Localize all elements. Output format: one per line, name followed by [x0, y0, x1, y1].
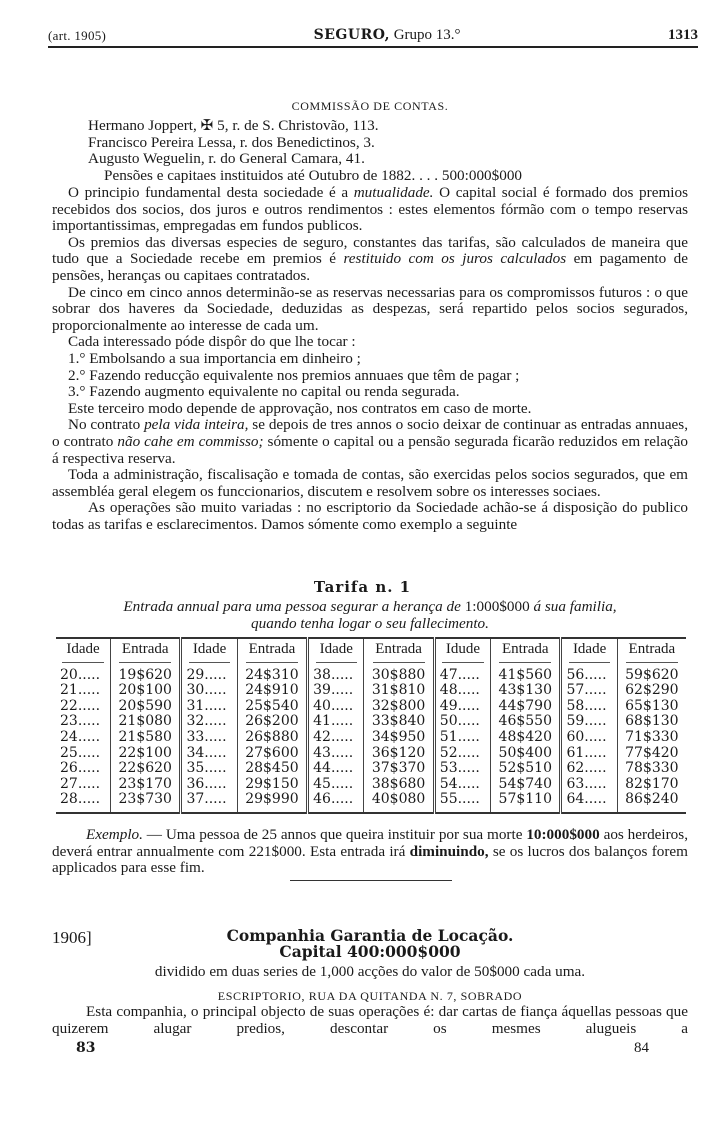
- text-span: Entrada annual para uma pessoa segurar a herança de: [123, 598, 465, 615]
- entry-cell: 32$800: [364, 699, 434, 715]
- column-header: Entrada: [617, 638, 686, 668]
- age-cell: 23.....: [60, 713, 101, 730]
- age-cell: 35.....: [181, 761, 237, 777]
- entry-cell: 21$080: [111, 714, 181, 730]
- paragraph-principle: [52, 185, 688, 235]
- age-cell: 61.....: [561, 746, 617, 762]
- age-cell: 30.....: [181, 683, 237, 699]
- age-cell: 58.....: [561, 699, 617, 715]
- entry-cell: 54$740: [491, 777, 561, 793]
- paragraph-options-intro: Cada interessado póde dispôr do que lhe tocar :: [68, 333, 356, 351]
- section-group: Grupo 13.°: [389, 27, 461, 43]
- table-row: [56, 714, 686, 730]
- age-cell: 29.....: [181, 668, 237, 684]
- italic-term: restituido com os juros calculados: [343, 250, 567, 268]
- age-cell: 57.....: [561, 683, 617, 699]
- text-span: se os lucros dos balanços forem applicados para esse fim.: [52, 842, 688, 877]
- tarifa-table-body: [56, 668, 686, 813]
- text-span: —: [142, 826, 166, 843]
- options-list: [52, 351, 688, 401]
- column-header: Entrada: [491, 638, 561, 668]
- table-row: [56, 699, 686, 715]
- age-cell: 43.....: [308, 746, 364, 762]
- member-line: Hermano Joppert, ✠ 5, r. de S. Christovão, 113.: [88, 117, 379, 134]
- text-span: aos herdeiros, deverá entrar annualmente com: [52, 826, 688, 860]
- age-cell: 39.....: [308, 683, 364, 699]
- company-office: ESCRIPTORIO, RUA DA QUITANDA N. 7, SOBRADO: [217, 989, 523, 1003]
- member-line: Augusto Weguelin, r. do General Camara, 41.: [88, 150, 365, 168]
- entry-cell: 59$620: [617, 668, 686, 684]
- age-cell: 25.....: [60, 744, 101, 761]
- example-label: Exemplo.: [86, 826, 143, 843]
- table-header-row: [56, 638, 686, 668]
- bold-word: diminuindo,: [409, 842, 489, 860]
- age-cell: 27.....: [60, 775, 101, 792]
- entry-cell: 27$600: [237, 746, 307, 762]
- text-span: O principio fundamental desta sociedade é a: [68, 184, 354, 201]
- age-cell: 50.....: [434, 714, 490, 730]
- company-name: Companhia Garantia de Locação.: [226, 926, 514, 945]
- age-cell: 33.....: [181, 730, 237, 746]
- column-header: Entrada: [364, 638, 434, 668]
- entry-cell: 21$580: [111, 730, 181, 746]
- column-header: Entrada: [237, 638, 307, 668]
- age-cell: 21.....: [60, 682, 101, 699]
- text-span: á sua familia,: [529, 598, 617, 615]
- age-cell: 40.....: [308, 699, 364, 715]
- member-line: Francisco Pereira Lessa, r. dos Benedictinos, 3.: [88, 133, 375, 151]
- company-capital: Capital 400:000$000: [279, 942, 461, 961]
- age-cell: 62.....: [561, 761, 617, 777]
- age-cell: 42.....: [308, 730, 364, 746]
- entry-cell: 24$310: [237, 668, 307, 684]
- company-description-text: Esta companhia, o principal objecto de suas operações é: dar cartas de fiança áquellas pessoas que quizerem alugar predios, descontar os mesmes alugueis a: [52, 1003, 688, 1037]
- capital-amount: 10:000$000: [526, 826, 600, 843]
- entry-cell: 30$880: [364, 668, 434, 684]
- paragraph-whole-life: [52, 417, 688, 467]
- paragraph-premiums: [52, 235, 688, 285]
- entry-cell: 78$330: [617, 761, 686, 777]
- entry-cell: 26$200: [237, 714, 307, 730]
- text-span: Os premios das diversas especies de seguro, constantes das tarifas, são calculados de maneira que tudo que a Sociedade recebe em premios é: [52, 233, 688, 268]
- age-cell: 46.....: [308, 792, 364, 813]
- commission-heading: COMMISSÃO DE CONTAS.: [291, 99, 449, 113]
- entry-cell: 44$790: [491, 699, 561, 715]
- signature-left: 83: [76, 1040, 96, 1056]
- table-row: [56, 668, 686, 684]
- entry-cell: 82$170: [617, 777, 686, 793]
- age-cell: 44.....: [308, 761, 364, 777]
- entry-cell: 34$950: [364, 730, 434, 746]
- entry-cell: 50$400: [491, 746, 561, 762]
- entry-cell: 19$620: [111, 668, 181, 684]
- age-cell: 24.....: [60, 728, 101, 745]
- example-paragraph: [52, 827, 688, 877]
- age-cell: 49.....: [434, 699, 490, 715]
- table-row: [56, 792, 686, 813]
- entry-cell: 65$130: [617, 699, 686, 715]
- age-cell: 56.....: [561, 668, 617, 684]
- entry-cell: 52$510: [491, 761, 561, 777]
- entry-cell: 48$420: [491, 730, 561, 746]
- text-span: em pagamento de pensões, heranças ou capitaes contratados.: [52, 250, 688, 284]
- age-cell: 64.....: [561, 792, 617, 813]
- entry-cell: 77$420: [617, 746, 686, 762]
- text-span: sómente o capital ou a pensão segurada ficarão reduzidos em relação á respectiva reserva.: [52, 432, 689, 467]
- commission-members: [52, 118, 688, 184]
- entry-cell: 62$290: [617, 683, 686, 699]
- entry-cell: 22$100: [111, 746, 181, 762]
- age-cell: 51.....: [434, 730, 490, 746]
- option-item: 2.° Fazendo reducção equivalente nos premios annuaes que têm de pagar ;: [68, 366, 520, 384]
- tarifa-subtitle: [52, 598, 688, 632]
- entry-cell: 20$590: [111, 699, 181, 715]
- table-row: [56, 746, 686, 762]
- article-reference: (art. 1905): [48, 28, 107, 43]
- column-header: Idade: [308, 638, 364, 668]
- age-cell: 38.....: [308, 668, 364, 684]
- entry-cell: 22$620: [111, 761, 181, 777]
- age-cell: 34.....: [181, 746, 237, 762]
- entry-cell: 31$810: [364, 683, 434, 699]
- page-number: 1313: [668, 27, 698, 43]
- age-cell: 20.....: [60, 666, 101, 683]
- entry-cell: 36$120: [364, 746, 434, 762]
- entry-cell: 40$080: [364, 792, 434, 813]
- entry-number: 1906]: [52, 928, 92, 947]
- entry-cell: 23$170: [111, 777, 181, 793]
- paragraph-reserves: De cinco em cinco annos determinão-se as reservas necessarias para os compromissos futuros : o que sobrar dos haveres da Sociedade, deduzidas as despezas, será repartido pelos socios segurados, proporcionalmente ao interesse de cada um.: [52, 283, 688, 334]
- entry-cell: 25$540: [237, 699, 307, 715]
- entry-cell: 57$110: [491, 792, 561, 813]
- entry-cell: 33$840: [364, 714, 434, 730]
- annual-entry-amount: 221$000.: [248, 842, 306, 860]
- entry-cell: 86$240: [617, 792, 686, 813]
- text-span: O capital social é formado dos premios recebidos dos socios, dos juros e outros rendimentos : estes elementos fórmão com o tempo reservas importantissimas, empregadas em fundos publicos.: [52, 184, 688, 235]
- entry-cell: 24$910: [237, 683, 307, 699]
- column-header: Idade: [56, 638, 111, 668]
- company-description: [52, 1004, 688, 1037]
- column-header: Idade: [561, 638, 617, 668]
- age-cell: 36.....: [181, 777, 237, 793]
- age-cell: 31.....: [181, 699, 237, 715]
- column-header: Entrada: [111, 638, 181, 668]
- age-cell: 22.....: [60, 697, 101, 714]
- age-cell: 54.....: [434, 777, 490, 793]
- age-cell: 48.....: [434, 683, 490, 699]
- entry-cell: 23$730: [111, 792, 181, 813]
- entry-cell: 29$990: [237, 792, 307, 813]
- age-cell: 63.....: [561, 777, 617, 793]
- running-header: [48, 22, 698, 48]
- age-cell: 52.....: [434, 746, 490, 762]
- table-row: [56, 683, 686, 699]
- company-shares: dividido em duas series de 1,000 acções do valor de 50$000 cada uma.: [154, 963, 586, 980]
- section-divider: [290, 880, 452, 881]
- example-text: [52, 827, 688, 877]
- age-cell: 59.....: [561, 714, 617, 730]
- column-header: Idude: [434, 638, 490, 668]
- entry-cell: 26$880: [237, 730, 307, 746]
- entry-cell: 37$370: [364, 761, 434, 777]
- paragraph-operations: As operações são muito variadas : no escriptorio da Sociedade achão-se á disposição do publico todas as tarifas e esclarecimentos. Damos sómente como exemplo a seguinte: [52, 499, 688, 533]
- entry-cell: 41$560: [491, 668, 561, 684]
- age-cell: 28.....: [60, 791, 101, 808]
- insured-amount: 1:000$000: [464, 598, 530, 615]
- italic-term: mutualidade.: [353, 184, 434, 201]
- entry-cell: 38$680: [364, 777, 434, 793]
- entry-cell: 28$450: [237, 761, 307, 777]
- option-item: 3.° Fazendo augmento equivalente no capital ou renda segurada.: [68, 383, 460, 401]
- age-cell: 55.....: [434, 792, 490, 813]
- age-cell: 41.....: [308, 714, 364, 730]
- entry-cell: 68$130: [617, 714, 686, 730]
- signature-right: 84: [634, 1040, 649, 1056]
- paragraph-approval: Este terceiro modo depende de approvação, nos contratos em caso de morte.: [68, 399, 532, 417]
- entry-cell: 71$330: [617, 730, 686, 746]
- body-text: [52, 185, 688, 533]
- age-cell: 32.....: [181, 714, 237, 730]
- italic-term: não cahe em commisso;: [117, 432, 264, 450]
- age-cell: 37.....: [181, 792, 237, 813]
- text-span: se depois de tres annos o socio deixar de continuar as entradas annuaes, o contrato: [52, 416, 689, 450]
- italic-term: pela vida inteira,: [144, 416, 249, 434]
- entry-cell: 20$100: [111, 683, 181, 699]
- option-item: 1.° Embolsando a sua importancia em dinheiro ;: [68, 349, 361, 367]
- age-cell: 53.....: [434, 761, 490, 777]
- paragraph-administration: Toda a administração, fiscalisação e tomada de contas, são exercidas pelos socios segurados, que em assembléa geral elegem os funccionarios, discutem e resolvem sobre os interesses sociaes.: [52, 466, 688, 500]
- age-cell: 45.....: [308, 777, 364, 793]
- age-cell: 47.....: [434, 668, 490, 684]
- entry-cell: 46$550: [491, 714, 561, 730]
- column-header: Idade: [181, 638, 237, 668]
- table-row: [56, 761, 686, 777]
- text-span: Esta entrada irá: [305, 842, 410, 860]
- entry-cell: 29$150: [237, 777, 307, 793]
- age-cell: 60.....: [561, 730, 617, 746]
- tarifa-subtitle-line1: [52, 598, 688, 615]
- tarifa-subtitle-line2: quando tenha logar o seu fallecimento.: [251, 615, 489, 632]
- pensions-line: Pensões e capitaes instituidos até Outubro de 1882. . . . 500:000$000: [104, 166, 523, 184]
- table-row: [56, 777, 686, 793]
- table-row: [56, 730, 686, 746]
- text-span: No contrato: [68, 416, 145, 434]
- tarifa-table: [56, 637, 686, 814]
- text-span: Uma pessoa de 25 annos que queira instituir por sua morte: [165, 826, 527, 843]
- tarifa-title: Tarifa n. 1: [313, 578, 412, 596]
- entry-cell: 43$130: [491, 683, 561, 699]
- age-cell: 26.....: [60, 760, 101, 777]
- section-title: [314, 27, 461, 44]
- section-title-bold: SEGURO,: [313, 27, 390, 43]
